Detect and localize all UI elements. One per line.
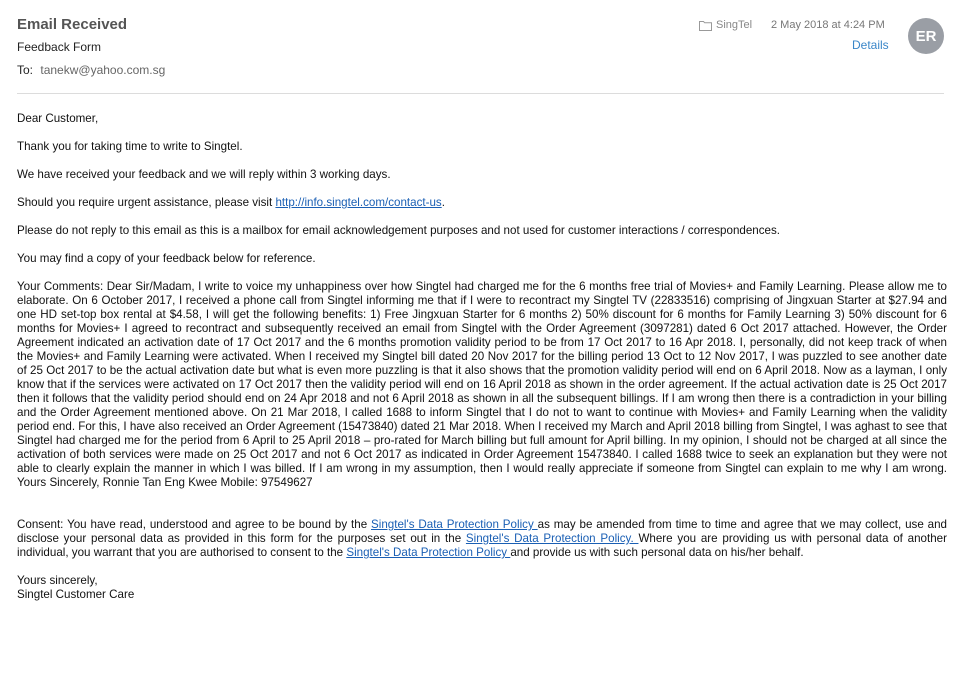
email-header [0,0,968,94]
copy-notice: You may find a copy of your feedback below for reference. [17,252,316,265]
mailbox-name: SingTel [716,19,753,31]
consent-part-4: and provide us with such personal data on his/her behalf. [510,546,804,559]
header-divider [17,93,944,94]
data-protection-policy-link-3[interactable]: Singtel's Data Protection Policy [346,546,511,559]
data-protection-policy-link-2[interactable]: Singtel's Data Protection Policy. [465,532,639,545]
email-body [17,112,947,602]
customer-comments: Your Comments: Dear Sir/Madam, I write to voice my unhappiness over how Singtel had charged me for the 6 months free trial of Movies+ and Family Learning. Please allow me to elaborate. On 6 October 2017, I received a phone call from Singtel informing me that if I were to recontract my Singtel TV (22833516) comprising of Jingxuan Starter at $27.94 and one HD set-top box rental at $4.58, I will get the following benefits: 1) Free Jingxuan Starter for 6 months 2) 50% discount for 6 months for Family Learning 3) 50% discount for 6 months for Movies+ I agreed to recontract and subsequently received an email from Singtel with the Order Agreement (3097281) dated 6 Oct 2017 attached. However, the Order Agreement indicated an activation date of 17 Oct 2017 and the 6 months promotion validity period to be from 17 Oct 2017 to 16 Apr 2018. I, personally, did not keep track of when the Movies+ and Family Learning were activated. When I received my Singtel bill dated 20 Nov 2017 for the billing period 13 Oct to 12 Nov 2017, I was puzzled to see another date of 25 Oct 2017 to be the actual activation date but what is even more puzzling is that it also shows that the promotion validity period will end on 6 April 2018. Now as a layman, I only know that if the services were activated on 17 Oct 2017 then the validity period will end on 16 April 2018 as shown in the order agreement. If the actual activation date is 25 Oct 2017 then it follows that the validity period should end on 24 Apr 2018 and not 6 April 2018 as shown in all the subsequent billings. If I am wrong then there is a contradiction in your billing and the Order Agreement mentioned above. On 21 Mar 2018, I called 1688 to inform Singtel that I do not to want to continue with Movies+ and Family Learning when the validity period end. For this, I have also received an Order Agreement (15473840) dated 21 Mar 2018. When I received my March and April 2018 billing from Singtel, I was aghast to see that Singtel had charged me for the period from 6 April to 25 April 2018 – pro-rated for March billing but full amount for April billing. In my opinion, I should not be charged at all since the activation of both services were made on 25 Oct 2017 and not 6 Oct 2017 as indicated in Order Agreement 15473840. I called 1688 twice to seek an explanation but they were not able to clearly explain the manner in which I was billed. If I am wrong in my assumption, then I would really appreciate if someone from Singtel can explain to me why I am wrong. Yours Sincerely, Ronnie Tan Eng Kwee Mobile: 97549627 [17,280,947,489]
consent-part-2: as may be amended from time to time and agree that we may collect, use and disclose your personal data as provided in this form for the purposes set out in the [17,518,948,545]
signature-block [17,574,947,602]
to-label: To: [17,63,34,77]
recipient-row [17,63,165,77]
mailbox-indicator[interactable] [699,19,752,31]
urgent-assistance-text [17,196,947,210]
consent-part-1: Consent: You have read, understood and agree to be bound by the [17,518,372,531]
data-protection-policy-link-1[interactable]: Singtel's Data Protection Policy [371,518,538,531]
consent-text [17,518,947,560]
greeting: Dear Customer, [17,112,99,125]
urgent-prefix: Should you require urgent assistance, please visit [17,196,276,209]
email-date: 2 May 2018 at 4:24 PM [771,19,885,31]
no-reply-notice: Please do not reply to this email as this is a mailbox for email acknowledgement purposes and not used for customer interactions / correspondences. [17,224,781,237]
email-subject: Email Received [17,16,128,33]
received-text: We have received your feedback and we will reply within 3 working days. [17,168,391,181]
signoff: Yours sincerely, [17,574,98,587]
urgent-suffix: . [441,196,445,209]
details-link[interactable]: Details [852,38,889,52]
signature: Singtel Customer Care [17,588,135,601]
thanks-text: Thank you for taking time to write to Singtel. [17,140,243,153]
folder-icon [699,20,712,31]
recipient-address[interactable]: tanekw@yahoo.com.sg [40,63,166,77]
contact-us-link[interactable]: http://info.singtel.com/contact-us [275,196,442,209]
sender-avatar[interactable]: ER [908,18,944,54]
consent-part-3: Where you are providing us with personal data of another individual, you warrant that you are authorised to consent to the [17,532,947,559]
sender-name[interactable]: Feedback Form [17,40,102,54]
